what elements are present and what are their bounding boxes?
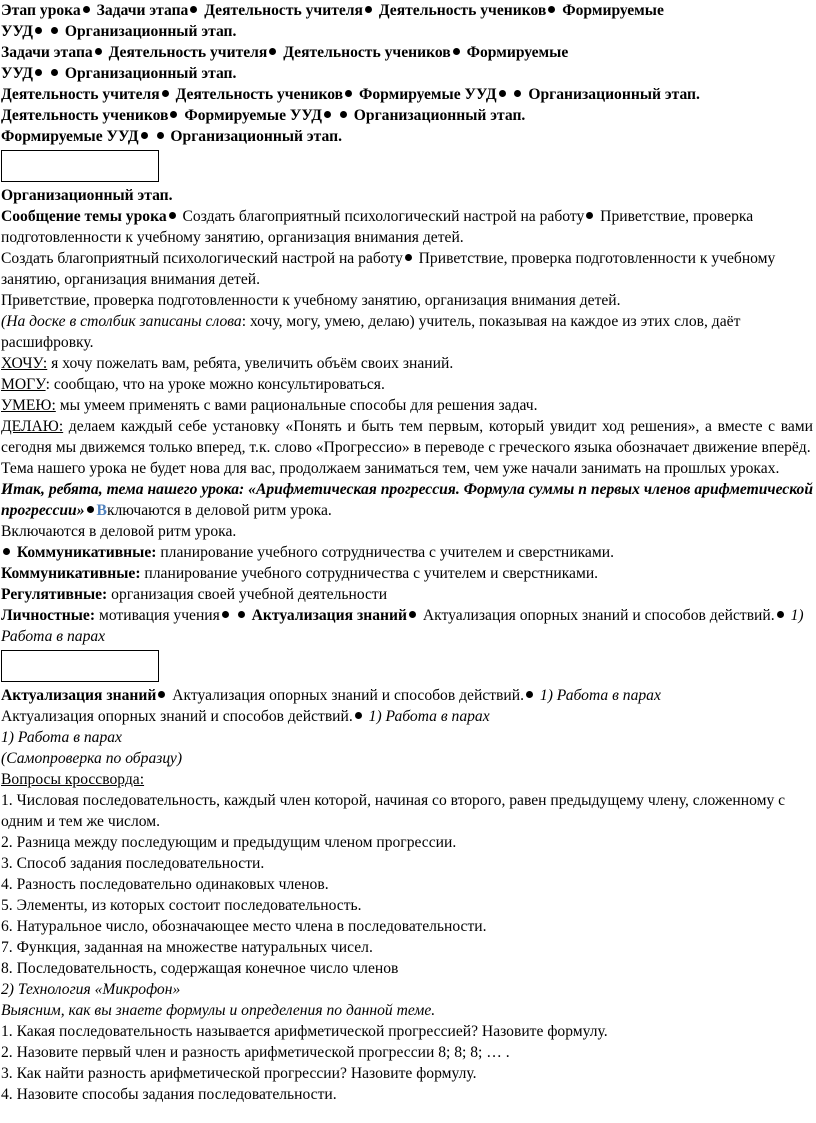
bullet-icon [355, 712, 362, 719]
greeting-paragraph: Приветствие, проверка подготовленности к учебному занятию, организация внимания детей. [1, 292, 621, 309]
bullet-icon [548, 6, 555, 13]
bullet-icon [324, 111, 331, 118]
header-line-5: Деятельность учителя Деятельность учеников Формируемые УУД Организационный этап. [1, 86, 700, 103]
crossword-question: 4. Разность последовательно одинаковых членов. [1, 876, 329, 893]
technology-intro: Выясним, как вы знаете формулы и определения по данной теме. [1, 1002, 436, 1019]
bullet-icon [35, 27, 42, 34]
bullet-icon [3, 548, 10, 555]
bullet-icon [586, 212, 593, 219]
empty-table-cell [1, 650, 159, 682]
bullet-icon [238, 611, 245, 618]
empty-table-cell [1, 150, 159, 182]
bullet-icon [526, 691, 533, 698]
bullet-icon [777, 611, 784, 618]
do-paragraph: ДЕЛАЮ: делаем каждый себе установку «Понять и быть тем первым, который увидит ход решения», а вместе с вами сегодня мы движемся только вперед, т.к. слово «Прогрессио» в переводе с греческого языка обозначает движение вперёд. [1, 418, 813, 456]
topic-statement-paragraph: Итак, ребята, тема нашего урока: «Арифметическая прогрессия. Формула суммы n первых членов арифметической прогрессии» Включаются в деловой ритм урока. [1, 481, 813, 519]
crossword-question: 2. Разница между последующим и предыдущим членом прогрессии. [1, 834, 457, 851]
crossword-question: 1. Числовая последовательность, каждый член которой, начиная со второго, равен предыдущему члену, сложенному с одним и тем же числом. [1, 792, 786, 830]
bullet-icon [51, 69, 58, 76]
bullet-icon [345, 90, 352, 97]
bullet-icon [222, 611, 229, 618]
can-paragraph: МОГУ: сообщаю, что на уроке можно консультироваться. [1, 376, 385, 393]
crossword-question: 3. Способ задания последовательности. [1, 855, 265, 872]
header-line-7: Формируемые УУД Организационный этап. [1, 128, 342, 145]
personal-paragraph: Личностные: мотивация учения Актуализация знаний Актуализация опорных знаний и способов действий. 1) Работа в парах [1, 607, 804, 645]
bullet-icon [405, 254, 412, 261]
bullet-icon [141, 132, 148, 139]
bullet-icon [51, 27, 58, 34]
bullet-icon [170, 111, 177, 118]
bullet-icon [190, 6, 197, 13]
bullet-icon [162, 90, 169, 97]
bullet-icon [453, 48, 460, 55]
communicative-bullet-paragraph: Коммуникативные: планирование учебного сотрудничества с учителем и сверстниками. [1, 542, 813, 563]
bullet-icon [95, 48, 102, 55]
microphone-question: 1. Какая последовательность называется арифметической прогрессией? Назовите формулу. [1, 1023, 608, 1040]
want-paragraph: ХОЧУ: я хочу пожелать вам, ребята, увеличить объём своих знаний. [1, 355, 454, 372]
bullet-icon [87, 506, 94, 513]
bullet-icon [158, 691, 165, 698]
crossword-question: 5. Элементы, из которых состоит последовательность. [1, 897, 362, 914]
bullet-icon [514, 90, 521, 97]
technology-title: 2) Технология «Микрофон» [1, 981, 181, 998]
pair-work-line: 1) Работа в парах [1, 729, 122, 746]
actualization-line: Актуализация знаний Актуализация опорных знаний и способов действий. 1) Работа в парах [1, 687, 661, 704]
header-line-1: Этап урока Задачи этапа Деятельность учителя Деятельность учеников Формируемые [1, 2, 664, 19]
crossword-question: 6. Натуральное число, обозначающее место члена в последовательности. [1, 918, 487, 935]
topic-intro-paragraph: Тема нашего урока не будет нова для вас, продолжаем заниматься тем, чем уже начали занимать на прошлых уроках. [1, 460, 780, 477]
crossword-question: 7. Функция, заданная на множестве натуральных чисел. [1, 939, 373, 956]
bullet-icon [499, 90, 506, 97]
board-paragraph: (На доске в столбик записаны слова: хочу, могу, умею, делаю) учитель, показывая на каждое из этих слов, даёт расшифровку. [1, 313, 741, 351]
bullet-icon [35, 69, 42, 76]
bullet-icon [365, 6, 372, 13]
regulative-paragraph: Регулятивные: организация своей учебной деятельности [1, 586, 388, 603]
selfcheck-line: (Самопроверка по образцу) [1, 750, 183, 767]
create-mood-paragraph: Создать благоприятный психологический настрой на работу Приветствие, проверка подготовленности к учебному занятию, организация внимания детей. [1, 250, 776, 288]
bullet-icon [409, 611, 416, 618]
header-line-6: Деятельность учеников Формируемые УУД Организационный этап. [1, 107, 526, 124]
bullet-icon [157, 132, 164, 139]
able-paragraph: УМЕЮ: мы умеем применять с вами рациональные способы для решения задач. [1, 397, 538, 414]
bullet-icon [83, 6, 90, 13]
microphone-question: 4. Назовите способы задания последовательности. [1, 1086, 337, 1103]
header-line-3: Задачи этапа Деятельность учителя Деятельность учеников Формируемые [1, 44, 569, 61]
header-line-4: УУД Организационный этап. [1, 65, 237, 82]
bullet-icon [269, 48, 276, 55]
actualization-plain-line: Актуализация опорных знаний и способов действий. 1) Работа в парах [1, 708, 490, 725]
bullet-icon [340, 111, 347, 118]
communicative-paragraph: Коммуникативные: планирование учебного сотрудничества с учителем и сверстниками. [1, 565, 599, 582]
crossword-question: 8. Последовательность, содержащая конечное число членов [1, 960, 399, 977]
section-title: Организационный этап. [1, 187, 173, 204]
header-line-2: УУД Организационный этап. [1, 23, 237, 40]
bullet-icon [169, 212, 176, 219]
microphone-question: 2. Назовите первый член и разность арифметической прогрессии 8; 8; 8; … . [1, 1044, 510, 1061]
topic-message-paragraph: Сообщение темы урока Создать благоприятный психологический настрой на работу Приветствие, проверка подготовленности к учебному занятию, организация внимания детей. [1, 208, 754, 246]
crossword-title: Вопросы кроссворда: [1, 771, 145, 788]
rhythm-paragraph: Включаются в деловой ритм урока. [1, 523, 237, 540]
microphone-question: 3. Как найти разность арифметической прогрессии? Назовите формулу. [1, 1065, 477, 1082]
